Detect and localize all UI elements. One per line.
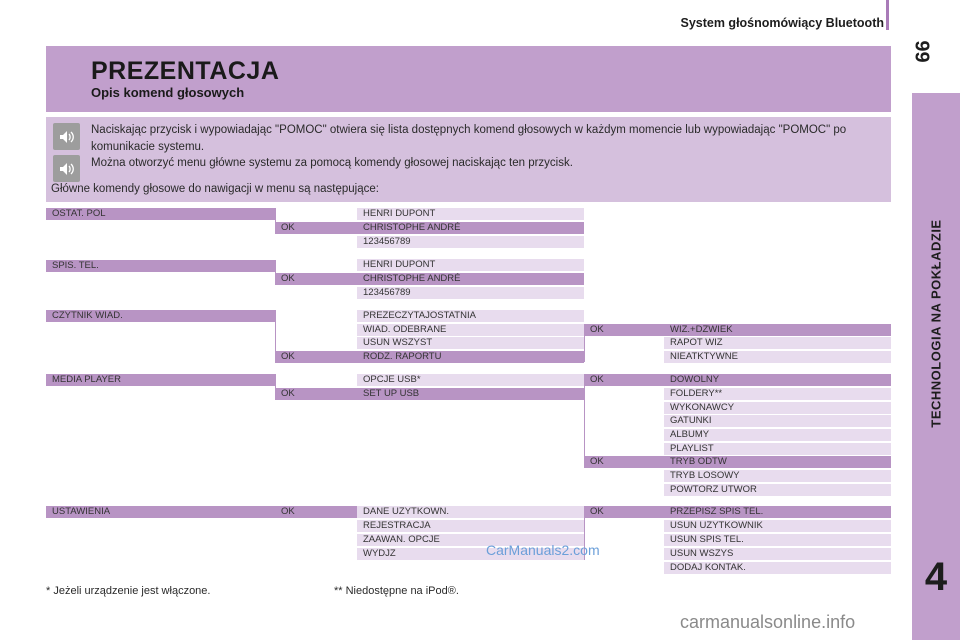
- option-item: TRYB LOSOWY: [664, 470, 891, 482]
- menu-item: MEDIA PLAYER: [46, 374, 275, 386]
- submenu-item: HENRI DUPONT: [357, 259, 584, 271]
- tree-connector: [275, 260, 276, 285]
- option-item: DOWOLNY: [664, 374, 891, 386]
- option-item: USUN SPIS TEL.: [664, 534, 891, 546]
- header-rule: [886, 0, 889, 30]
- menu-item: SPIS. TEL.: [46, 260, 275, 272]
- info-box: [46, 117, 891, 202]
- voice-button-icon: [53, 155, 80, 182]
- footnote-2: ** Niedostępne na iPod®.: [334, 585, 459, 597]
- page-subtitle: Opis komend głosowych: [91, 85, 245, 100]
- menu-item: OSTAT. POL: [46, 208, 275, 220]
- menu-item: USTAWIENIA: [46, 506, 275, 518]
- option-item: TRYB ODTW: [664, 456, 891, 468]
- ok-label: OK: [275, 351, 357, 363]
- ok-label: OK: [275, 506, 357, 518]
- submenu-item: WYDJZ: [357, 548, 584, 560]
- chapter-number: 4: [924, 555, 948, 599]
- ok-label: OK: [584, 506, 664, 518]
- tree-connector: [275, 310, 276, 363]
- option-item: PLAYLIST: [664, 443, 891, 455]
- option-item: FOLDERY**: [664, 388, 891, 400]
- submenu-item: DANE UZYTKOWN.: [357, 506, 584, 518]
- ok-label: OK: [584, 456, 664, 468]
- option-item: USUN UZYTKOWNIK: [664, 520, 891, 532]
- option-item: WYKONAWCY: [664, 402, 891, 414]
- watermark: carmanualsonline.info: [680, 612, 856, 632]
- submenu-item: HENRI DUPONT: [357, 208, 584, 220]
- ok-label: OK: [275, 273, 357, 285]
- option-item: GATUNKI: [664, 415, 891, 427]
- ok-label: OK: [275, 388, 357, 400]
- submenu-item: WIAD. ODEBRANE: [357, 324, 584, 336]
- header-title: System głośnomówiący Bluetooth: [680, 16, 884, 30]
- option-item: PRZEPISZ SPIS TEL.: [664, 506, 891, 518]
- submenu-item: USUN WSZYST: [357, 337, 584, 349]
- submenu-item: CHRISTOPHE ANDRÉ: [357, 222, 584, 234]
- info-paragraph-main: Główne komendy głosowe do nawigacji w menu są następujące:: [51, 183, 379, 195]
- page-title: PREZENTACJA: [91, 57, 280, 85]
- tree-connector: [275, 374, 276, 400]
- submenu-item: CHRISTOPHE ANDRÉ: [357, 273, 584, 285]
- submenu-item: 123456789: [357, 287, 584, 299]
- submenu-item: ZAAWAN. OPCJE: [357, 534, 584, 546]
- ok-label: OK: [584, 324, 664, 336]
- menu-item: CZYTNIK WIAD.: [46, 310, 275, 322]
- option-item: USUN WSZYS: [664, 548, 891, 560]
- voice-button-icon: [53, 123, 80, 150]
- submenu-item: PREZECZYTAJOSTATNIA: [357, 310, 584, 322]
- side-label: [912, 93, 960, 553]
- submenu-item: OPCJE USB*: [357, 374, 584, 386]
- tree-connector: [584, 324, 585, 362]
- submenu-item: 123456789: [357, 236, 584, 248]
- option-item: RAPOT WIZ: [664, 337, 891, 349]
- submenu-item: SET UP USB: [357, 388, 584, 400]
- info-paragraph-menu: Można otworzyć menu główne systemu za pomocą komendy głosowej naciskając ten przycisk.: [91, 157, 573, 169]
- option-item: NIEATKTYWNE: [664, 351, 891, 363]
- footnote-1: * Jeżeli urządzenie jest włączone.: [46, 585, 211, 597]
- chapter-title: TECHNOLOGIA NA POKŁADZIE: [928, 218, 944, 428]
- ok-label: OK: [584, 374, 664, 386]
- page-number: 99: [910, 40, 933, 63]
- tree-connector: [275, 208, 276, 234]
- submenu-item: REJESTRACJA: [357, 520, 584, 532]
- option-item: DODAJ KONTAK.: [664, 562, 891, 574]
- option-item: ALBUMY: [664, 429, 891, 441]
- info-paragraph-help: Naciskając przycisk i wypowiadając "POMOC" otwiera się lista dostępnych komend głosowych w każdym momencie lub wypowiadając "POMOC" po komunikacie systemu.: [91, 124, 847, 153]
- option-item: WIZ.+DZWIEK: [664, 324, 891, 336]
- watermark: CarManuals2.com: [486, 542, 600, 558]
- ok-label: OK: [275, 222, 357, 234]
- title-banner: [46, 46, 891, 112]
- submenu-item: RODZ. RAPORTU: [357, 351, 584, 363]
- tree-connector: [584, 374, 585, 468]
- option-item: POWTORZ UTWOR: [664, 484, 891, 496]
